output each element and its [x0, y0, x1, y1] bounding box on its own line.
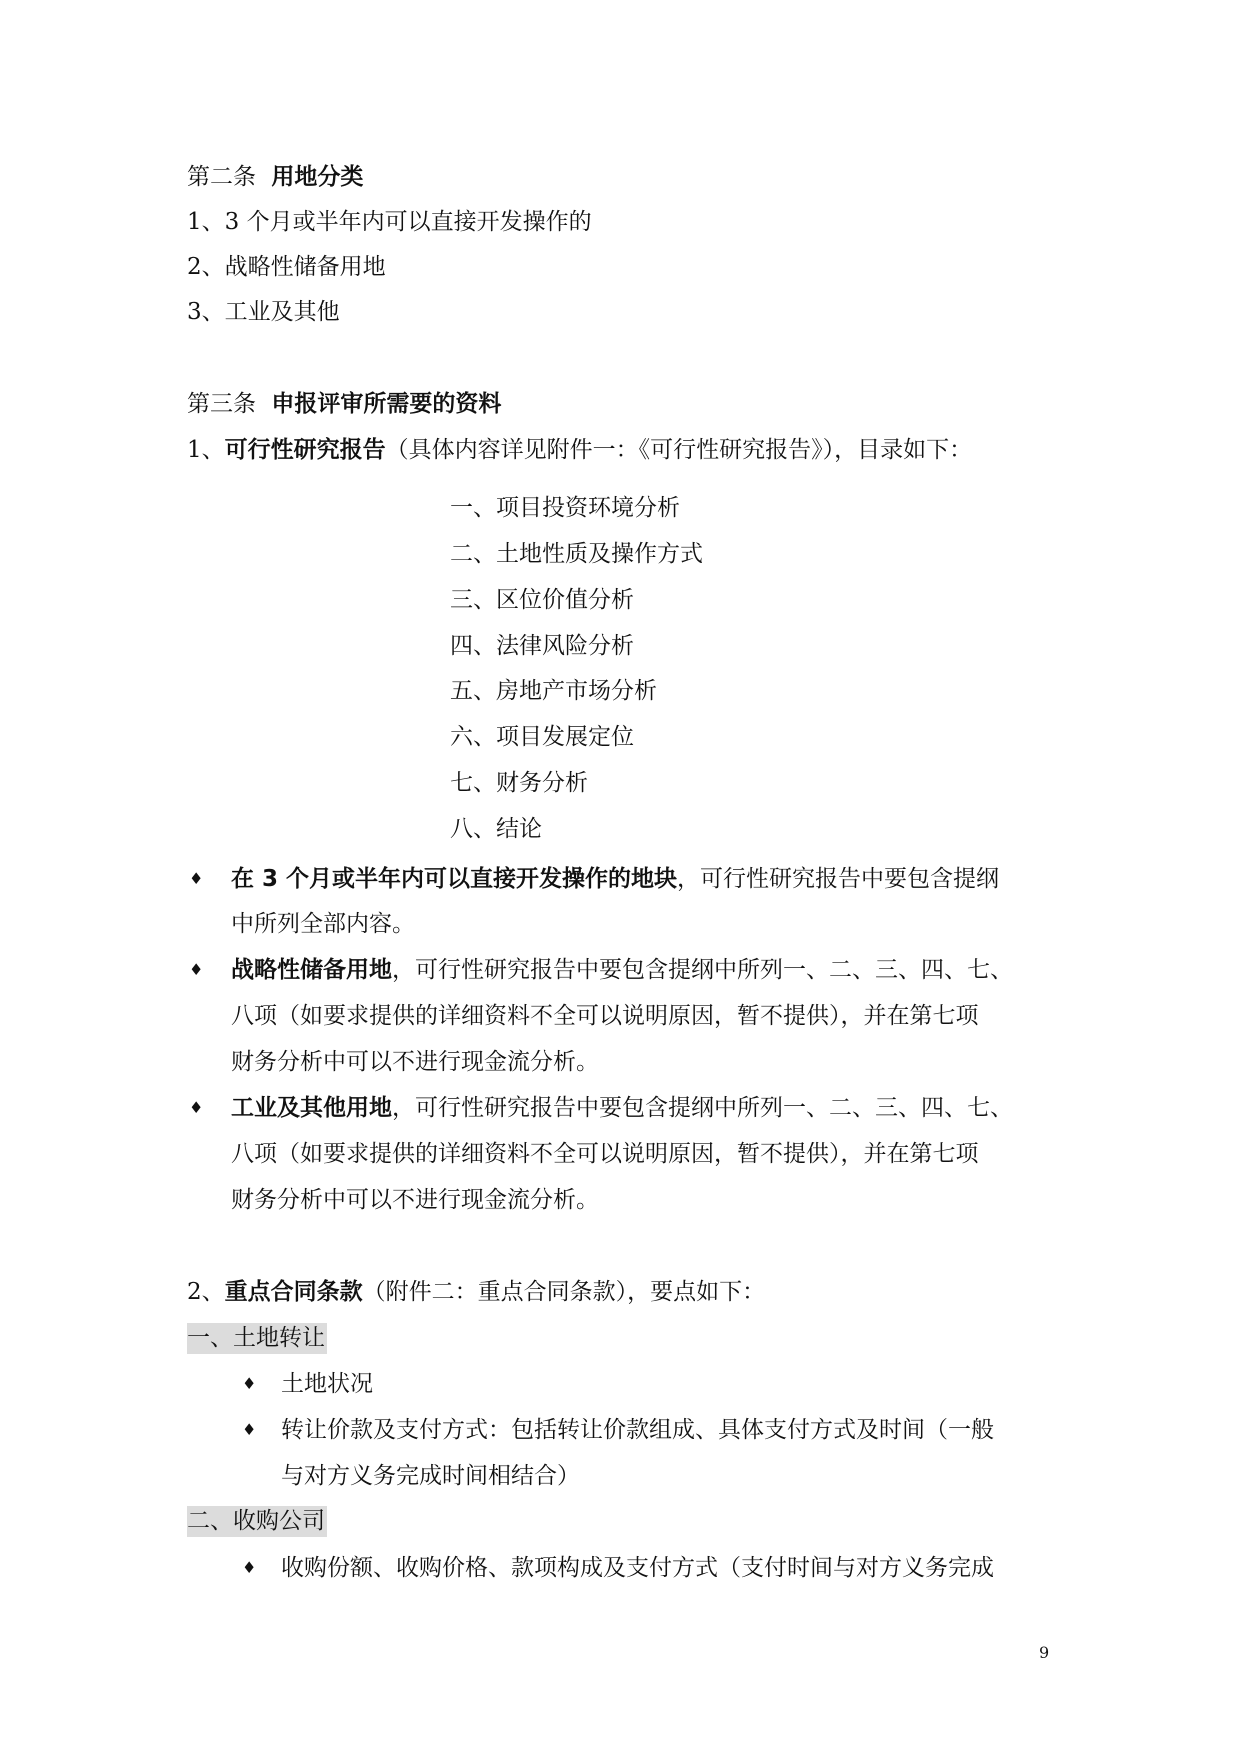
toc-item-3: 三、区位价值分析 [450, 587, 634, 613]
bullet-3-line-2: 八项（如要求提供的详细资料不全可以说明原因，暂不提供），并在第七项 [231, 1141, 979, 1167]
bullet-1-line-1 [231, 864, 999, 894]
toc-item-4: 四、法律风险分析 [450, 633, 634, 659]
item-2-bold-title: 重点合同条款 [224, 1279, 363, 1305]
section-land-transfer-title: 一、土地转让 [187, 1323, 327, 1354]
bullet-3-line-3: 财务分析中可以不进行现金流分析。 [231, 1187, 599, 1213]
bullet-1-text: ，可行性研究报告中要包含提纲 [677, 866, 1000, 892]
item-2-rest: （附件二：重点合同条款），要点如下： [362, 1279, 766, 1305]
bullet-1-bold: 在 3 个月或半年内可以直接开发操作的地块 [231, 866, 678, 892]
section-acquisition-heading [187, 1506, 327, 1536]
land-category-2: 2、战略性储备用地 [187, 254, 386, 280]
bullet-2-line-1 [231, 955, 1013, 985]
bullet-diamond-icon: ♦ [189, 1098, 204, 1117]
land-bullet-2-line-2: 与对方义务完成时间相结合） [281, 1463, 580, 1489]
bullet-2-text: ，可行性研究报告中要包含提纲中所列一、二、三、四、七、 [392, 957, 1013, 983]
land-bullet-2-line-1: 转让价款及支付方式：包括转让价款组成、具体支付方式及时间（一般 [281, 1417, 994, 1443]
bullet-2-bold: 战略性储备用地 [231, 957, 392, 983]
key-contract-clauses-item [187, 1277, 765, 1307]
article-2-heading [187, 162, 363, 192]
article-3-number: 第三条 [187, 391, 256, 417]
section-acquisition-title: 二、收购公司 [187, 1506, 327, 1537]
item-1-number: 1、 [187, 437, 225, 463]
toc-item-1: 一、项目投资环境分析 [450, 495, 680, 521]
land-bullet-1: 土地状况 [281, 1371, 373, 1397]
feasibility-report-item [187, 435, 972, 465]
bullet-2-line-3: 财务分析中可以不进行现金流分析。 [231, 1049, 599, 1075]
bullet-3-line-1 [231, 1093, 1013, 1123]
bullet-diamond-icon: ♦ [242, 1558, 257, 1577]
land-category-1: 1、3 个月或半年内可以直接开发操作的 [187, 209, 592, 235]
article-2-title: 用地分类 [271, 164, 364, 190]
bullet-2-line-2: 八项（如要求提供的详细资料不全可以说明原因，暂不提供），并在第七项 [231, 1003, 979, 1029]
toc-item-6: 六、项目发展定位 [450, 724, 634, 750]
article-2-number: 第二条 [187, 164, 256, 190]
item-2-number: 2、 [187, 1279, 225, 1305]
article-3-title: 申报评审所需要的资料 [271, 391, 502, 417]
toc-item-8: 八、结论 [450, 816, 542, 842]
toc-item-7: 七、财务分析 [450, 770, 588, 796]
acquisition-bullet-1-line-1: 收购份额、收购价格、款项构成及支付方式（支付时间与对方义务完成 [281, 1555, 994, 1581]
item-1-rest: （具体内容详见附件一：《可行性研究报告》），目录如下： [385, 437, 973, 463]
toc-item-2: 二、土地性质及操作方式 [450, 541, 703, 567]
land-category-3: 3、工业及其他 [187, 299, 340, 325]
item-1-bold-title: 可行性研究报告 [224, 437, 386, 463]
bullet-diamond-icon: ♦ [242, 1374, 257, 1393]
toc-item-5: 五、房地产市场分析 [450, 678, 657, 704]
bullet-diamond-icon: ♦ [189, 869, 204, 888]
bullet-1-line-2: 中所列全部内容。 [231, 911, 415, 937]
article-3-heading [187, 389, 501, 419]
bullet-3-bold: 工业及其他用地 [231, 1095, 392, 1121]
bullet-diamond-icon: ♦ [242, 1420, 257, 1439]
page-number: 9 [1039, 1643, 1050, 1662]
section-land-transfer-heading [187, 1323, 327, 1353]
bullet-diamond-icon: ♦ [189, 960, 204, 979]
bullet-3-text: ，可行性研究报告中要包含提纲中所列一、二、三、四、七、 [392, 1095, 1013, 1121]
